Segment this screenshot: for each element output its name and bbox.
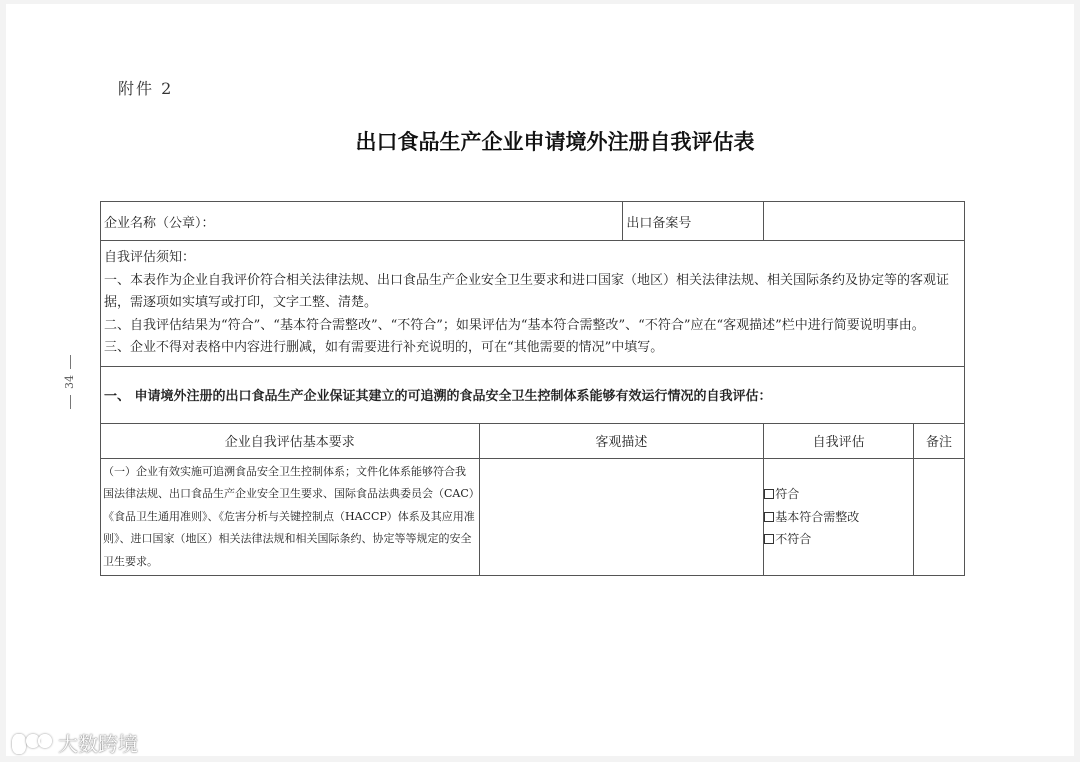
company-name-label: 企业名称（公章）：: [104, 215, 215, 231]
notice-cell: [101, 241, 965, 367]
option-compliant[interactable]: [764, 483, 913, 506]
checkbox-icon[interactable]: [764, 489, 774, 499]
notice-row: [101, 241, 965, 367]
section-title-row: [101, 366, 965, 423]
remarks-cell[interactable]: [914, 458, 965, 576]
watermark: [10, 728, 138, 757]
document-title: 出口食品生产企业申请境外注册自我评估表: [355, 130, 755, 154]
notice-heading: 自我评估须知：: [104, 250, 196, 265]
option-basically-compliant[interactable]: [764, 506, 913, 529]
column-header-description: 客观描述: [479, 423, 764, 458]
watermark-text: 大数跨境: [58, 732, 138, 756]
notice-item: 三、企业不得对表格中内容进行删减，如有需要进行补充说明的，可在“其他需要的情况”中填写。: [104, 340, 664, 355]
notice-item: 一、本表作为企业自我评价符合相关法律法规、出口食品生产企业安全卫生要求和进口国家（地区）相关法律法规、相关国际条约及协定等的客观证据，需逐项如实填写或打印，文字工整、清楚。: [104, 272, 950, 310]
notice-item: 二、自我评估结果为“符合”、“基本符合需整改”、“不符合”；如果评估为“基本符合需整改”、“不符合”应在“客观描述”栏中进行简要说明事由。: [104, 317, 925, 333]
column-header-requirement: 企业自我评估基本要求: [101, 423, 480, 458]
page-number-dash-top: [70, 355, 71, 369]
self-assessment-cell: [764, 458, 914, 576]
attachment-label: 附件 2: [118, 79, 174, 98]
description-cell[interactable]: [479, 458, 764, 576]
checkbox-icon[interactable]: [764, 512, 774, 522]
company-info-row: [101, 202, 965, 241]
option-label: 符合: [775, 487, 800, 501]
export-record-label: 出口备案号: [623, 202, 764, 241]
table-row: [101, 458, 965, 576]
export-record-field[interactable]: [764, 202, 965, 241]
company-name-field[interactable]: [101, 202, 623, 241]
watermark-logo-icon: [10, 732, 54, 754]
page-number-dash-bottom: [70, 395, 71, 409]
checkbox-icon[interactable]: [764, 534, 774, 544]
page-number-value: 34: [63, 375, 76, 389]
table-header-row: [101, 423, 965, 458]
self-assessment-form: [100, 201, 965, 576]
column-header-remarks: 备注: [914, 423, 965, 458]
option-label: 不符合: [775, 532, 812, 546]
option-non-compliant[interactable]: [764, 528, 913, 551]
column-header-self-assessment: 自我评估: [764, 423, 914, 458]
page-number: [60, 355, 80, 409]
section-one-title: 一、 申请境外注册的出口食品生产企业保证其建立的可追溯的食品安全卫生控制体系能够有效运行情况的自我评估：: [101, 366, 965, 423]
option-label: 基本符合需整改: [775, 509, 860, 524]
requirement-cell: （一）企业有效实施可追溯食品安全卫生控制体系；文件化体系能够符合我国法律法规、出口食品生产企业安全卫生要求、国际食品法典委员会（CAC）《食品卫生通用准则》、《危害分析与关键控制点（HACCP）体系及其应用准则》、进口国家（地区）相关法律法规和相关国际条约、协定等等规定的安全卫生要求。: [101, 458, 480, 576]
